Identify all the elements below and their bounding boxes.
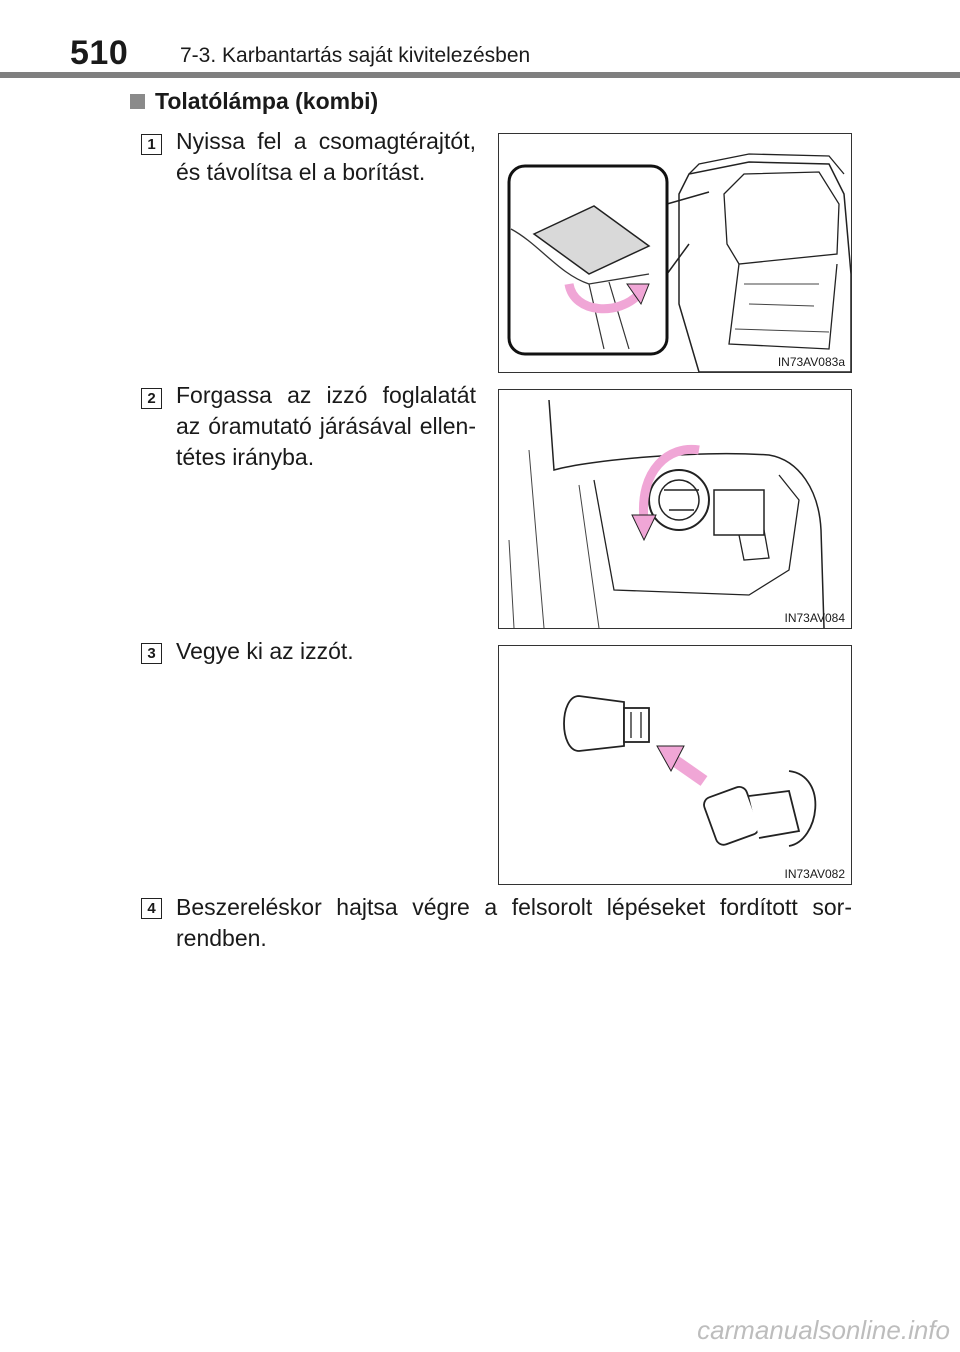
figure-code-1: IN73AV083a bbox=[777, 355, 845, 369]
trunk-illustration bbox=[499, 134, 852, 373]
step-number-1: 1 bbox=[141, 134, 162, 155]
figure-2-bulb-socket bbox=[498, 389, 852, 629]
bulb-illustration bbox=[499, 646, 852, 885]
figure-code-3: IN73AV082 bbox=[784, 867, 845, 881]
step-text-3: Vegye ki az izzót. bbox=[176, 638, 354, 664]
square-bullet-icon bbox=[130, 94, 145, 109]
watermark: carmanualsonline.info bbox=[697, 1315, 950, 1345]
section-heading bbox=[130, 88, 378, 115]
figure-3-remove-bulb bbox=[498, 645, 852, 885]
socket-illustration bbox=[499, 390, 852, 629]
header-rule bbox=[0, 72, 960, 78]
figure-1-trunk-cover bbox=[498, 133, 852, 373]
step-number-2: 2 bbox=[141, 388, 162, 409]
step-number-4: 4 bbox=[141, 898, 162, 919]
step-text-1: Nyissa fel a csomagtérajtót, és távolítsa el a borítást. bbox=[176, 128, 476, 185]
section-title: Tolatólámpa (kombi) bbox=[155, 88, 379, 114]
chapter-title: 7-3. Karbantartás saját kivitelezésben bbox=[180, 44, 531, 67]
step-text-4: Beszereléskor hajtsa végre a felsorolt lépéseket fordított sor- rendben. bbox=[176, 894, 852, 951]
figure-code-2: IN73AV084 bbox=[784, 611, 845, 625]
step-text-2: Forgassa az izzó foglalatát az óramutató járásával ellen- tétes irányba. bbox=[176, 382, 476, 470]
page-number: 510 bbox=[70, 34, 129, 72]
step-number-3: 3 bbox=[141, 643, 162, 664]
